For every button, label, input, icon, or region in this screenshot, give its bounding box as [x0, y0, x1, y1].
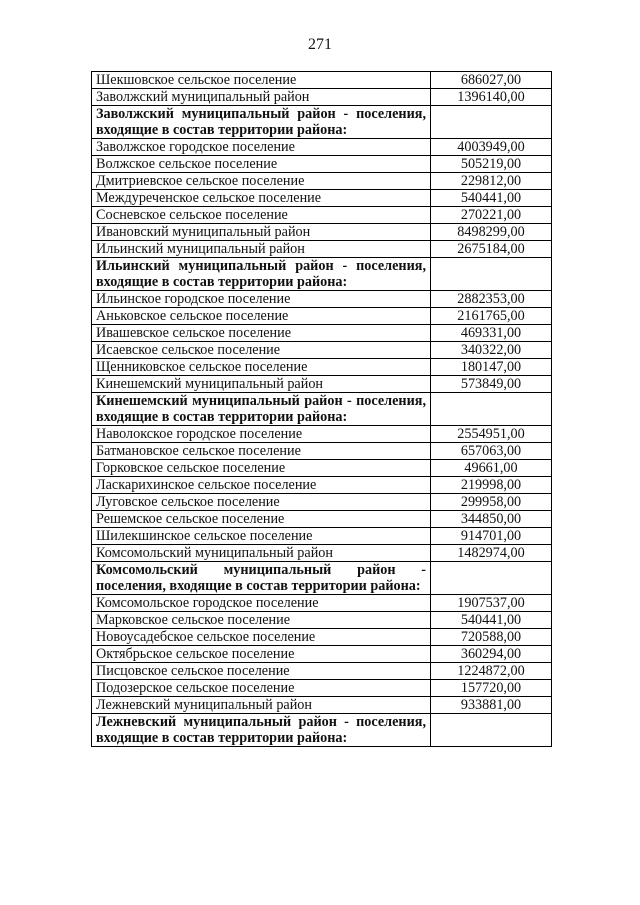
settlement-name-cell: Горковское сельское поселение	[92, 460, 431, 477]
amount-cell: 180147,00	[431, 359, 552, 376]
table-row	[92, 190, 552, 207]
amount-cell: 2554951,00	[431, 426, 552, 443]
table-section-heading-row	[92, 562, 552, 595]
table-row	[92, 528, 552, 545]
amount-cell: 219998,00	[431, 477, 552, 494]
amount-cell: 270221,00	[431, 207, 552, 224]
settlement-name-cell: Октябрьское сельское поселение	[92, 646, 431, 663]
table-section-heading-row	[92, 393, 552, 426]
table-row	[92, 72, 552, 89]
amount-cell	[431, 562, 552, 595]
amount-cell	[431, 393, 552, 426]
table-row	[92, 325, 552, 342]
settlement-name-cell: Писцовское сельское поселение	[92, 663, 431, 680]
settlement-name-cell: Комсомольское городское поселение	[92, 595, 431, 612]
table-row	[92, 595, 552, 612]
settlement-name-cell: Новоусадебское сельское поселение	[92, 629, 431, 646]
settlement-name-cell: Междуреченское сельское поселение	[92, 190, 431, 207]
settlement-name-cell: Подозерское сельское поселение	[92, 680, 431, 697]
table-row	[92, 646, 552, 663]
table-row	[92, 224, 552, 241]
amount-cell	[431, 258, 552, 291]
table-row	[92, 342, 552, 359]
amount-cell: 157720,00	[431, 680, 552, 697]
section-heading-cell: Заволжский муниципальный район - поселения, входящие в состав территории района:	[92, 106, 431, 139]
amount-cell: 1907537,00	[431, 595, 552, 612]
section-heading-cell: Лежневский муниципальный район - поселения, входящие в состав территории района:	[92, 714, 431, 747]
table-row	[92, 460, 552, 477]
amount-cell	[431, 106, 552, 139]
settlement-name-cell: Луговское сельское поселение	[92, 494, 431, 511]
table-row	[92, 291, 552, 308]
amount-cell: 1396140,00	[431, 89, 552, 106]
section-heading-cell: Кинешемский муниципальный район - поселения, входящие в состав территории района:	[92, 393, 431, 426]
amount-cell: 2161765,00	[431, 308, 552, 325]
table-row	[92, 426, 552, 443]
settlement-name-cell: Кинешемский муниципальный район	[92, 376, 431, 393]
settlement-name-cell: Дмитриевское сельское поселение	[92, 173, 431, 190]
amount-cell: 299958,00	[431, 494, 552, 511]
settlement-name-cell: Щенниковское сельское поселение	[92, 359, 431, 376]
amount-cell: 49661,00	[431, 460, 552, 477]
amount-cell: 1224872,00	[431, 663, 552, 680]
table-row	[92, 663, 552, 680]
amount-cell: 2882353,00	[431, 291, 552, 308]
settlement-name-cell: Исаевское сельское поселение	[92, 342, 431, 359]
settlement-name-cell: Лежневский муниципальный район	[92, 697, 431, 714]
table-row	[92, 680, 552, 697]
table-row	[92, 139, 552, 156]
settlement-name-cell: Комсомольский муниципальный район	[92, 545, 431, 562]
table-row	[92, 443, 552, 460]
settlement-name-cell: Ивашевское сельское поселение	[92, 325, 431, 342]
page-number: 271	[308, 36, 332, 53]
section-heading-cell: Комсомольский муниципальный район - поселения, входящие в состав территории района:	[92, 562, 431, 595]
amount-cell: 344850,00	[431, 511, 552, 528]
amount-cell: 4003949,00	[431, 139, 552, 156]
table-row	[92, 173, 552, 190]
settlement-name-cell: Аньковское сельское поселение	[92, 308, 431, 325]
amount-cell: 469331,00	[431, 325, 552, 342]
table-row	[92, 241, 552, 258]
settlement-name-cell: Заволжское городское поселение	[92, 139, 431, 156]
settlement-name-cell: Наволокское городское поселение	[92, 426, 431, 443]
amount-cell: 686027,00	[431, 72, 552, 89]
amount-cell: 2675184,00	[431, 241, 552, 258]
settlement-name-cell: Заволжский муниципальный район	[92, 89, 431, 106]
settlement-name-cell: Ильинский муниципальный район	[92, 241, 431, 258]
table-row	[92, 494, 552, 511]
amount-cell: 8498299,00	[431, 224, 552, 241]
budget-table-body	[92, 72, 552, 747]
table-row	[92, 359, 552, 376]
table-row	[92, 612, 552, 629]
section-heading-cell: Ильинский муниципальный район - поселения, входящие в состав территории района:	[92, 258, 431, 291]
amount-cell: 933881,00	[431, 697, 552, 714]
table-section-heading-row	[92, 714, 552, 747]
amount-cell: 540441,00	[431, 612, 552, 629]
settlement-name-cell: Батмановское сельское поселение	[92, 443, 431, 460]
table-row	[92, 545, 552, 562]
table-row	[92, 629, 552, 646]
settlement-name-cell: Волжское сельское поселение	[92, 156, 431, 173]
amount-cell: 505219,00	[431, 156, 552, 173]
amount-cell: 657063,00	[431, 443, 552, 460]
amount-cell	[431, 714, 552, 747]
settlement-name-cell: Шилекшинское сельское поселение	[92, 528, 431, 545]
settlement-name-cell: Решемское сельское поселение	[92, 511, 431, 528]
settlement-name-cell: Ивановский муниципальный район	[92, 224, 431, 241]
amount-cell: 914701,00	[431, 528, 552, 545]
table-row	[92, 156, 552, 173]
table-row	[92, 477, 552, 494]
table-row	[92, 376, 552, 393]
amount-cell: 360294,00	[431, 646, 552, 663]
table-row	[92, 697, 552, 714]
table-section-heading-row	[92, 106, 552, 139]
table-row	[92, 89, 552, 106]
settlement-name-cell: Ильинское городское поселение	[92, 291, 431, 308]
settlement-name-cell: Ласкарихинское сельское поселение	[92, 477, 431, 494]
amount-cell: 540441,00	[431, 190, 552, 207]
settlement-name-cell: Марковское сельское поселение	[92, 612, 431, 629]
table-row	[92, 207, 552, 224]
amount-cell: 573849,00	[431, 376, 552, 393]
amount-cell: 340322,00	[431, 342, 552, 359]
table-row	[92, 511, 552, 528]
settlement-name-cell: Шекшовское сельское поселение	[92, 72, 431, 89]
table-section-heading-row	[92, 258, 552, 291]
budget-table	[91, 71, 552, 747]
amount-cell: 229812,00	[431, 173, 552, 190]
table-row	[92, 308, 552, 325]
amount-cell: 1482974,00	[431, 545, 552, 562]
settlement-name-cell: Сосневское сельское поселение	[92, 207, 431, 224]
amount-cell: 720588,00	[431, 629, 552, 646]
